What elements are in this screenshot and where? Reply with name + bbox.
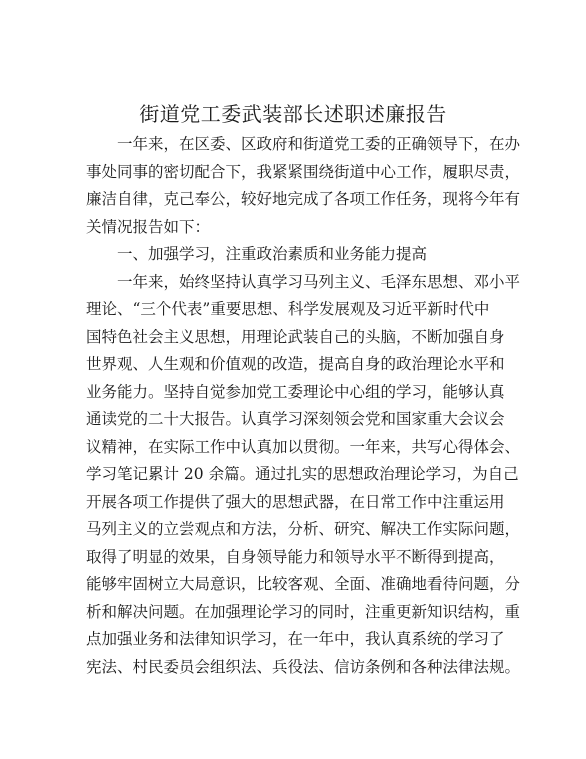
paragraph-intro — [86, 131, 521, 241]
text-line: 宪法、村民委员会组织法、兵役法、信访条例和各种法律法规。 — [86, 657, 521, 676]
text-line: 开展各项工作提供了强大的思想武器，在日常工作中注重运用 — [86, 492, 505, 511]
text-line: 国特色社会主义思想，用理论武装自己的头脑，不断加强自身 — [86, 327, 505, 346]
text-line: 一年来，在区委、区政府和街道党工委的正确领导下，在办 — [117, 135, 521, 153]
paragraph-study — [86, 269, 521, 682]
text-line: 世界观、人生观和价值观的改造，提高自身的政治理论水平和 — [86, 355, 505, 373]
text-line: 理论、“三个代表”重要思想、科学发展观及习近平新时代中 — [86, 300, 490, 318]
text-line: 点加强业务和法律知识学习，在一年中，我认真系统的学习了 — [86, 630, 505, 648]
text-line: 关情况报告如下： — [86, 217, 211, 236]
document-body — [86, 131, 521, 681]
text-line: 析和解决问题。在加强理论学习的同时，注重更新知识结构，重 — [86, 602, 521, 621]
text-line: 事处同事的密切配合下，我紧紧围绕街道中心工作，履职尽责， — [86, 162, 521, 181]
heading-line: 一、加强学习，注重政治素质和业务能力提高 — [117, 245, 428, 263]
text-line: 取得了明显的效果，自身领导能力和领导水平不断得到提高， — [86, 547, 505, 566]
text-line: 学习笔记累计 20 余篇。通过扎实的思想政治理论学习，为自己 — [86, 465, 519, 483]
text-line: 业务能力。坚持自觉参加党工委理论中心组的学习，能够认真 — [86, 382, 505, 401]
text-line: 马列主义的立尝观点和方法，分析、研究、解决工作实际问题， — [86, 520, 521, 538]
document-title: 街道党工委武装部长述职述廉报告 — [139, 102, 447, 126]
text-line: 能够牢固树立大局意识，比较客观、全面、准确地看待问题，分 — [86, 575, 521, 593]
section-heading — [86, 241, 502, 269]
text-line: 一年来，始终坚持认真学习马列主义、毛泽东思想、邓小平 — [117, 272, 521, 291]
text-line: 廉洁自律，克己奉公，较好地完成了各项工作任务，现将今年有 — [86, 190, 521, 208]
text-line: 通读党的二十大报告。认真学习深刻领会党和国家重大会议会 — [86, 410, 505, 428]
text-line: 议精神，在实际工作中认真加以贯彻。一年来，共写心得体会、 — [86, 437, 521, 456]
